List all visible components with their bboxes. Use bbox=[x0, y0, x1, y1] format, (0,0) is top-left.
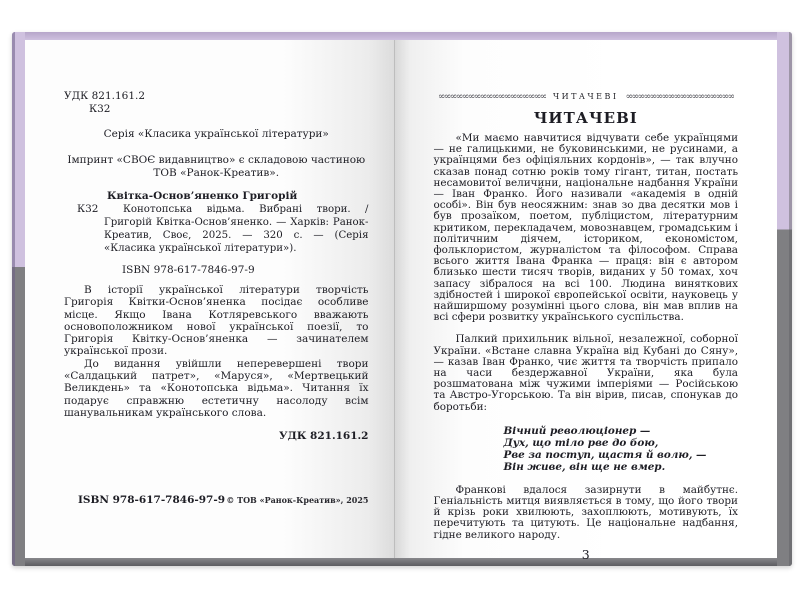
verse-quote bbox=[504, 425, 739, 473]
isbn-middle: ISBN 978-617-7846-97-9 bbox=[122, 264, 255, 276]
chain-ornament-left-icon: ∞∞∞∞∞∞∞∞∞∞∞∞∞∞∞∞∞∞ bbox=[437, 91, 546, 102]
preface-paragraph-1: «Ми маємо навчитися відчувати себе українцями — не галицькими, не буковинськими, не русинами, а українцями без офіціяльних кордонів», — так влучно сказав понад сотню років тому гігант, титан, постать несамовитої величини, національне надбання України — Іван Франко. Його називали «академія в одній особі». Він був неосяжним: знав зо два десятки мов і був прозаїком, поетом, публіцистом, літературним критиком, перекладачем, мовознавцем, громадським і політичним діячем, істориком, економістом, фольклористом, журналістом та філософом. Справа всього життя Івана Франка — праця: він є автором близько шести тисяч творів, виданих у 50 томах, хоч запасу зібралося на всі 100. Людина виняткових здібностей і широкої європейської освіти, науковець у найширшому розумінні цього слова, він мав вплив на всі сфери розвитку українського суспільства. bbox=[433, 132, 738, 324]
left-page bbox=[25, 40, 394, 558]
imprint-line-2: ТОВ «Ранок-Креатив». bbox=[153, 167, 280, 179]
preface-paragraph-2: Палкий прихильник вільної, незалежної, соборної України. «Встане славна Україна від Кубані до Сяну», — казав Іван Франко, чиє життя та творчість припало на часи бездержавної України, яка була розшматована між чужими імперіями — Російською та Австро-Угорською. Та він вірив, писав, спонукав до боротьби: bbox=[433, 333, 738, 413]
imprint-line-1: Імпринт «СВОЄ видавництво» є складовою частиною bbox=[67, 154, 366, 166]
udc-code-top: УДК 821.161.2 bbox=[64, 90, 146, 102]
annotation-paragraph-2: До видання увійшли неперевершені твори «Салдацький патрет», «Маруся», «Мертвецький Великдень» та «Конотопська відьма». Читання їх подарує справжню естетичну насолоду всім шанувальникам українського слова. bbox=[64, 357, 369, 419]
page-number: 3 bbox=[581, 546, 590, 562]
copyright-line: © ТОВ «Ранок-Креатив», 2025 bbox=[226, 495, 369, 505]
left-page-footer bbox=[64, 494, 369, 506]
bbk-code-top: К32 bbox=[89, 103, 111, 115]
running-header bbox=[434, 90, 739, 103]
cover-top-edge bbox=[12, 32, 792, 40]
page-spread bbox=[25, 40, 777, 562]
verse-line-2: Дух, що тіло рве до бою, bbox=[503, 436, 659, 449]
chain-ornament-right-icon: ∞∞∞∞∞∞∞∞∞∞∞∞∞∞∞∞∞∞ bbox=[625, 91, 734, 102]
author-heading: Квітка-Основ’яненко Григорій bbox=[107, 190, 298, 202]
imprint-note bbox=[64, 154, 369, 180]
running-header-label: ЧИТАЧЕВІ bbox=[552, 91, 619, 101]
catalog-entry bbox=[77, 203, 369, 255]
udc-code-bottom: УДК 821.161.2 bbox=[278, 430, 369, 443]
cover-right-edge bbox=[777, 32, 792, 566]
isbn-footer: ISBN 978-617-7846-97-9 bbox=[78, 494, 226, 506]
right-page bbox=[394, 40, 778, 562]
annotation-paragraph-1: В історії української літератури творчість Григорія Квітки-Основ’яненка посідає особливе місце. Якщо Івана Котляревського вважають основоположником нової української поезії, то Григорія Квітку-Основ’яненка — зачинателем української прози. bbox=[64, 284, 369, 358]
verse-line-4: Він живе, він ще не вмер. bbox=[503, 460, 666, 473]
preface-closing-paragraph: Франкові вдалося зазирнути в майбутнє. Геніальність митця виявляється в тому, що його твори й крізь роки хвилюють, захоплюють, мотивують, їх перечитують та цитують. Це національне надбання, гідне великого народу. bbox=[433, 483, 738, 541]
cover-left-edge bbox=[12, 32, 25, 566]
catalog-entry-code: К32 bbox=[77, 203, 99, 215]
verse-line-3: Рве за поступ, щастя й волю, — bbox=[503, 448, 707, 461]
page-title: ЧИТАЧЕВІ bbox=[533, 109, 638, 127]
series-line: Серія «Класика української літератури» bbox=[103, 128, 329, 140]
open-book bbox=[12, 32, 792, 566]
verse-line-1: Вічний революціонер — bbox=[503, 424, 651, 437]
catalog-entry-text: Конотопська відьма. Вибрані твори. / Григорій Квітка-Основ’яненко. — Харків: Ранок-Креатив, Своє, 2025. — 320 с. — (Серія «Класика української літератури»). bbox=[104, 204, 369, 254]
